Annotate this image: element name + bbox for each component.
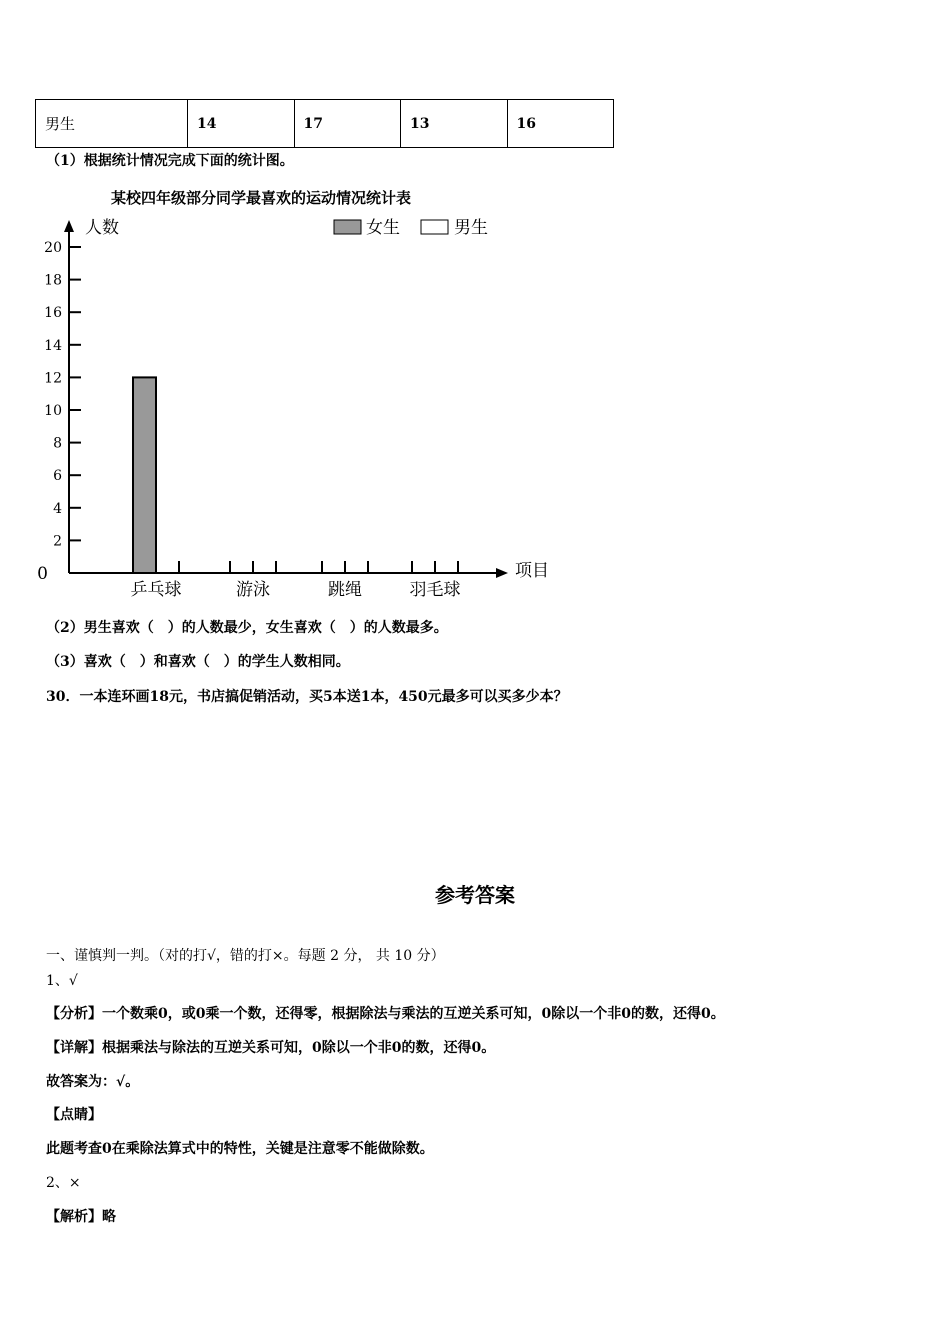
y-tick-label: 18	[44, 272, 62, 289]
bar-girls-0	[133, 377, 156, 573]
y-tick-label: 2	[53, 533, 62, 550]
x-category-label: 跳绳	[328, 580, 362, 600]
stats-table	[35, 99, 614, 148]
question-30: 30．一本连环画18元，书店搞促销活动，买5本送1本，450元最多可以买多少本？	[46, 689, 568, 705]
answers-title: 参考答案	[435, 883, 515, 907]
bar-chart	[0, 210, 600, 610]
answer-analysis-2: 【解析】略	[46, 1209, 116, 1225]
x-axis-label: 项目	[515, 561, 549, 581]
legend-swatch-girls	[334, 220, 361, 234]
table-cell: 14	[188, 100, 295, 148]
answer-tip-heading: 【点睛】	[46, 1107, 102, 1123]
y-tick-label: 12	[44, 370, 62, 387]
y-tick-label: 14	[44, 337, 62, 354]
answer-section-1: 一、谨慎判一判。（对的打√，错的打×。每题 2 分， 共 10 分）	[46, 948, 445, 964]
y-axis-arrow	[64, 220, 74, 232]
y-tick-label: 6	[53, 468, 62, 485]
y-axis-label: 人数	[85, 218, 119, 238]
y-tick-label: 10	[44, 403, 62, 419]
x-category-label: 羽毛球	[409, 580, 461, 600]
x-axis-arrow	[496, 568, 508, 578]
y-tick-label: 20	[44, 240, 62, 256]
answer-item-2: 2、×	[46, 1175, 81, 1191]
question-3: （3）喜欢（ ）和喜欢（ ）的学生人数相同。	[46, 654, 350, 670]
x-category-label: 乒乓球	[130, 580, 182, 600]
table-row	[36, 100, 614, 148]
legend-swatch-boys	[421, 220, 448, 234]
answer-conclusion-1: 故答案为：√。	[46, 1074, 140, 1090]
table-cell: 16	[507, 100, 614, 148]
answer-analysis-1: 【分析】一个数乘0，或0乘一个数，还得零，根据除法与乘法的互逆关系可知，0除以一个非0的数，还得0。	[46, 1006, 725, 1022]
table-cell: 13	[401, 100, 508, 148]
question-2: （2）男生喜欢（ ）的人数最少，女生喜欢（ ）的人数最多。	[46, 620, 448, 636]
question-1: （1）根据统计情况完成下面的统计图。	[46, 153, 294, 169]
answer-item-1: 1、√	[46, 973, 78, 989]
chart-title: 某校四年级部分同学最喜欢的运动情况统计表	[111, 189, 412, 207]
row-label: 男生	[36, 100, 188, 148]
legend-label-boys: 男生	[454, 218, 488, 238]
y-tick-label: 0	[37, 564, 48, 584]
answer-tip-1: 此题考查0在乘除法算式中的特性，关键是注意零不能做除数。	[46, 1141, 434, 1157]
legend-label-girls: 女生	[366, 218, 400, 238]
table-cell: 17	[294, 100, 401, 148]
y-tick-label: 8	[53, 435, 62, 452]
y-tick-label: 4	[53, 500, 62, 517]
answer-detail-1: 【详解】根据乘法与除法的互逆关系可知，0除以一个非0的数，还得0。	[46, 1040, 496, 1056]
x-category-label: 游泳	[236, 580, 270, 600]
y-tick-label: 16	[44, 305, 62, 322]
